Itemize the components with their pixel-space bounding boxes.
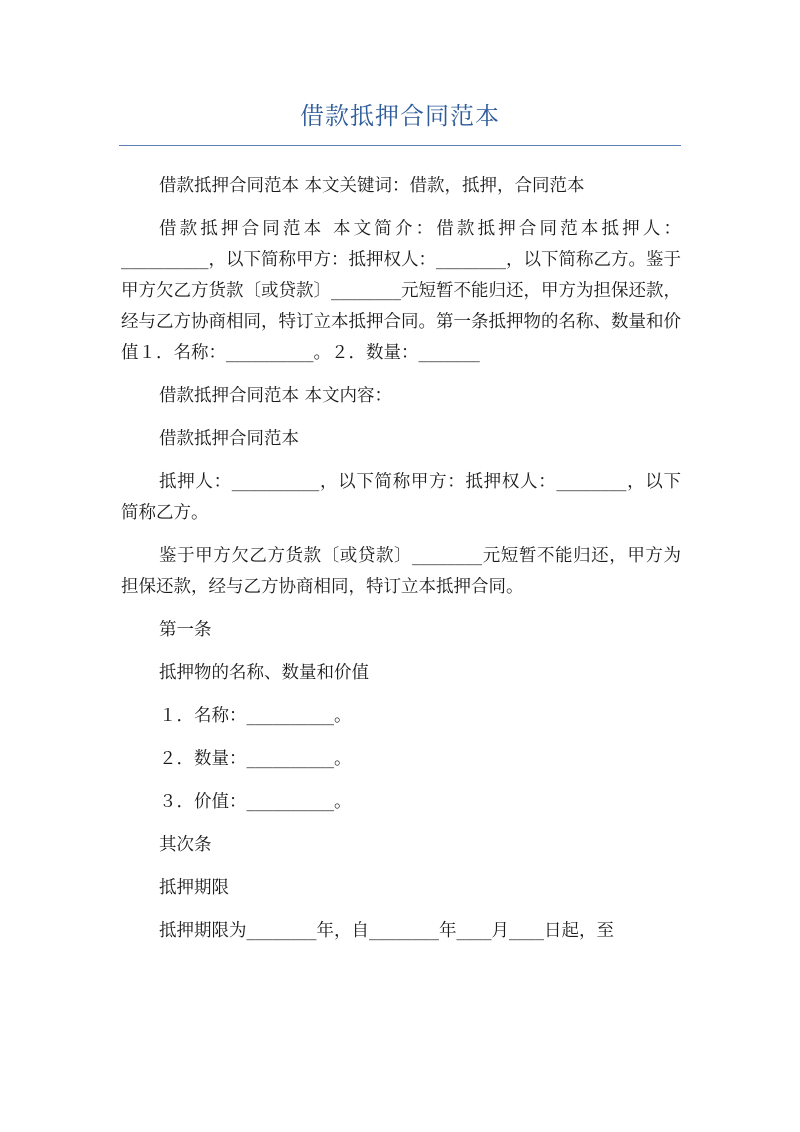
paragraph-content-heading: 借款抵押合同范本 本文内容：: [159, 386, 393, 406]
document-body: [121, 171, 681, 959]
paragraph-parties: 抵押人：__________，以下简称甲方：抵押权人：________，以下简称乙方。: [121, 472, 681, 523]
article-heading-2: 其次条: [159, 835, 212, 855]
list-item-value: ３．价值：__________。: [159, 792, 352, 812]
list-item-quantity: ２．数量：__________。: [159, 749, 352, 769]
paragraph-keywords: 借款抵押合同范本 本文关键词：借款，抵押，合同范本: [159, 176, 585, 196]
article-heading-1: 第一条: [159, 620, 212, 640]
paragraph-term: 抵押期限为________年，自________年____月____日起，至: [159, 921, 614, 941]
article-subheading-1: 抵押物的名称、数量和价值: [159, 663, 369, 683]
paragraph-summary: 借款抵押合同范本 本文简介：借款抵押合同范本抵押人：__________，以下简称甲方：抵押权人：________，以下简称乙方。鉴于甲方欠乙方货款〔或贷款〕________元短暂不能归还，甲方为担保还款，经与乙方协商相同，特订立本抵押合同。第一条抵押物的名称、数量和价值１．名称：__________。２．数量：_______: [121, 219, 681, 363]
list-item-name: １．名称：__________。: [159, 706, 352, 726]
document-title: 借款抵押合同范本: [300, 102, 500, 130]
paragraph-contract-title: 借款抵押合同范本: [159, 429, 299, 449]
paragraph-recital: 鉴于甲方欠乙方货款〔或贷款〕________元短暂不能归还，甲方为担保还款，经与乙方协商相同，特订立本抵押合同。: [121, 546, 681, 597]
article-subheading-2: 抵押期限: [159, 878, 229, 898]
title-divider: [119, 145, 681, 146]
